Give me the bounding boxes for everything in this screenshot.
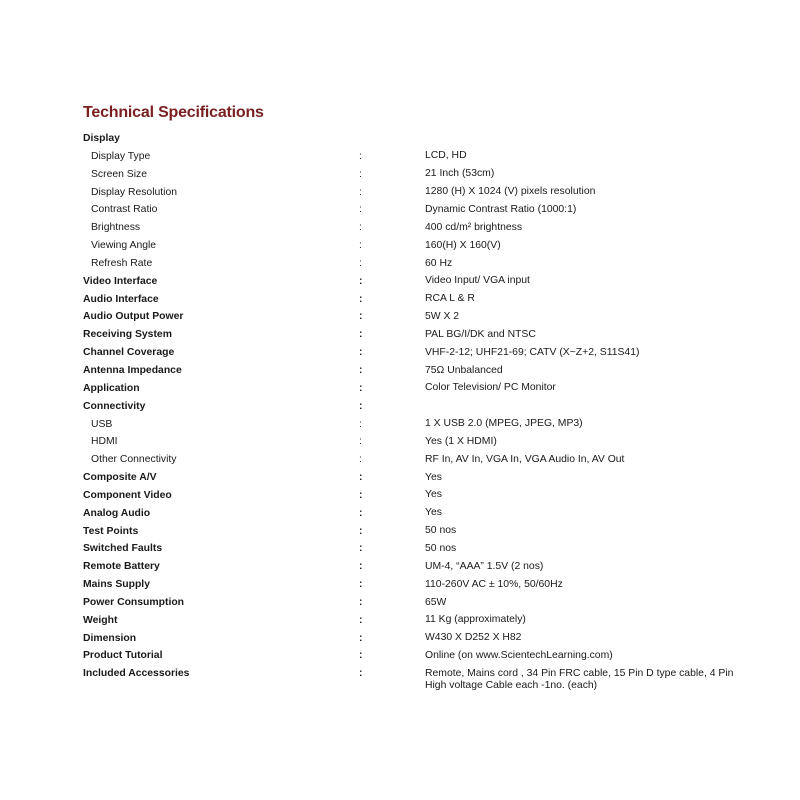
spec-value: UM-4, “AAA” 1.5V (2 nos) [425,560,544,572]
spec-row [0,576,800,594]
spec-value: 5W X 2 [425,311,460,323]
spec-row [0,451,800,469]
spec-label: Audio Output Power [83,311,184,323]
spec-value: Video Input/ VGA input [425,275,530,287]
spec-label: Dimension [83,632,137,644]
spec-label: Switched Faults [83,543,163,555]
spec-label: Power Consumption [83,596,185,608]
spec-label: Audio Interface [83,293,159,305]
spec-separator: : [359,347,363,359]
spec-separator: : [359,489,363,501]
spec-label: Product Tutorial [83,650,163,662]
spec-separator: : [359,186,362,198]
spec-label: Receiving System [83,329,172,341]
spec-value: PAL BG/I/DK and NTSC [425,328,536,340]
spec-row [0,326,800,344]
spec-row [0,416,800,434]
spec-separator: : [359,454,362,466]
spec-separator: : [359,275,363,287]
spec-row [0,362,800,380]
spec-separator: : [359,472,363,484]
spec-row [0,344,800,362]
spec-table [0,130,800,697]
spec-value: Yes (1 X HDMI) [425,435,497,447]
spec-row [0,594,800,612]
spec-separator: : [359,204,362,216]
spec-value: Online (on www.ScientechLearning.com) [425,650,613,662]
spec-value: 50 nos [425,543,457,554]
spec-separator: : [359,382,363,394]
spec-row [0,647,800,665]
spec-separator: : [359,650,363,662]
spec-value: Dynamic Contrast Ratio (1000:1) [425,203,577,215]
spec-separator: : [359,436,362,448]
spec-row [0,630,800,648]
spec-row [0,612,800,630]
spec-label: Screen Size [91,168,148,180]
spec-value: 21 Inch (53cm) [425,168,495,180]
spec-value: 65W [425,596,447,608]
spec-label: Display Resolution [91,186,178,198]
spec-separator: : [359,525,363,537]
spec-row [0,665,800,697]
spec-label: Display [83,133,120,144]
spec-row [0,380,800,398]
spec-row [0,398,800,416]
spec-value: VHF-2-12; UHF21-69; CATV (X~Z+2, S11S41) [425,346,640,358]
spec-row [0,291,800,309]
spec-value: 60 Hz [425,257,453,269]
spec-separator: : [359,222,362,234]
spec-value: Yes [425,489,442,501]
spec-row [0,166,800,184]
spec-value: 50 nos [425,525,457,537]
spec-label: Brightness [91,222,141,234]
spec-separator: : [359,240,362,252]
spec-separator: : [359,632,363,644]
spec-row [0,433,800,451]
spec-label: Analog Audio [83,507,151,519]
spec-value: Color Television/ PC Monitor [425,382,556,394]
spec-label: Display Type [91,150,151,162]
spec-separator: : [359,400,363,412]
spec-label: Mains Supply [83,579,150,591]
spec-separator: : [359,293,363,305]
spec-label: Application [83,382,140,394]
spec-label: Included Accessories [83,668,190,680]
spec-value: 1280 (H) X 1024 (V) pixels resolution [425,186,596,198]
spec-row [0,148,800,166]
spec-value: W430 X D252 X H82 [425,632,522,644]
page-title: Technical Specifications [83,104,264,121]
spec-label: Remote Battery [83,561,160,573]
spec-value: 75Ω Unbalanced [425,364,503,376]
spec-label: Component Video [83,489,172,501]
spec-value: Remote, Mains cord , 34 Pin FRC cable, 15 Pin D type cable, 4 Pin High voltage Cable each -1no. (each) [425,667,734,692]
spec-separator: : [359,311,363,323]
spec-separator: : [359,168,362,180]
spec-label: Connectivity [83,400,146,412]
spec-row [0,219,800,237]
spec-separator: : [359,150,362,162]
spec-separator: : [359,561,363,573]
spec-label: HDMI [91,436,118,448]
spec-row [0,130,800,148]
spec-separator: : [359,257,362,269]
spec-row [0,273,800,291]
spec-row [0,184,800,202]
spec-value: 160(H) X 160(V) [425,239,501,251]
spec-separator: : [359,668,363,680]
spec-separator: : [359,507,363,519]
spec-row [0,523,800,541]
spec-value: LCD, HD [425,150,467,162]
spec-row [0,469,800,487]
spec-label: Channel Coverage [83,347,175,359]
spec-row [0,255,800,273]
spec-value: 1 X USB 2.0 (MPEG, JPEG, MP3) [425,418,583,430]
spec-row [0,505,800,523]
spec-row [0,558,800,576]
spec-label: Refresh Rate [91,257,153,269]
spec-separator: : [359,543,363,555]
spec-value: RF In, AV In, VGA In, VGA Audio In, AV Out [425,453,625,465]
spec-row [0,201,800,219]
spec-label: Video Interface [83,275,158,287]
spec-row [0,540,800,558]
spec-label: Composite A/V [83,472,157,484]
spec-separator: : [359,596,363,608]
spec-row [0,308,800,326]
spec-label: USB [91,418,113,430]
spec-row [0,487,800,505]
spec-value: Yes [425,507,442,519]
spec-value: 110-260V AC ± 10%, 50/60Hz [425,578,563,590]
spec-separator: : [359,418,362,430]
spec-label: Other Connectivity [91,454,177,466]
spec-value: 400 cd/m² brightness [425,221,523,233]
spec-label: Contrast Ratio [91,204,158,216]
spec-label: Test Points [83,525,139,537]
spec-value: Yes [425,471,442,483]
spec-label: Viewing Angle [91,240,157,252]
spec-value: RCA L & R [425,293,475,305]
spec-separator: : [359,329,363,341]
spec-label: Antenna Impedance [83,364,182,376]
spec-row [0,237,800,255]
spec-separator: : [359,614,363,626]
spec-value: 11 Kg (approximately) [425,614,526,626]
spec-separator: : [359,579,363,591]
spec-separator: : [359,364,363,376]
spec-label: Weight [83,614,118,626]
